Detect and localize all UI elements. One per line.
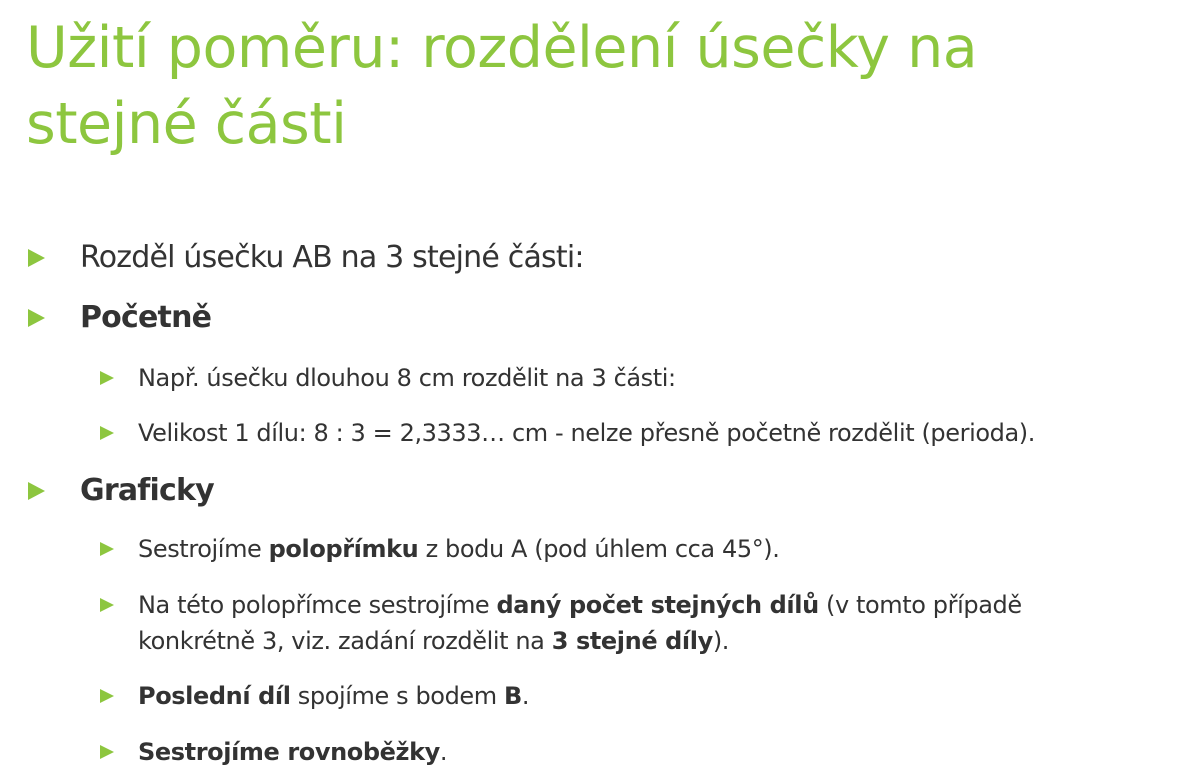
bullet-step-parts-line-2 bbox=[138, 622, 729, 660]
bullet-numerically: Početně bbox=[80, 300, 212, 335]
step-parallels-post: . bbox=[439, 738, 448, 766]
bullet-step-parts bbox=[138, 586, 1022, 624]
step-connect-bold: Poslední díl bbox=[138, 682, 291, 710]
bullet-step-parallels bbox=[138, 733, 447, 771]
slide-title-line-1: Užití poměru: rozdělení úsečky na bbox=[26, 15, 978, 81]
bullet-step-connect bbox=[138, 677, 529, 715]
step-parallels-bold: Sestrojíme rovnoběžky bbox=[138, 738, 440, 766]
step-ray-bold: polopřímku bbox=[268, 535, 419, 563]
triangle-bullet-icon bbox=[28, 249, 45, 267]
triangle-bullet-icon bbox=[28, 482, 45, 500]
step-parts-post: (v tomto případě bbox=[818, 591, 1022, 619]
triangle-bullet-icon bbox=[28, 309, 45, 327]
step-parts-line2-post: ). bbox=[712, 627, 730, 655]
step-connect-point-b: B bbox=[503, 682, 522, 710]
step-connect-mid: spojíme s bodem bbox=[290, 682, 504, 710]
step-parts-line2-bold: 3 stejné díly bbox=[551, 627, 713, 655]
bullet-task: Rozděl úsečku AB na 3 stejné části: bbox=[80, 240, 584, 275]
step-connect-post: . bbox=[521, 682, 530, 710]
step-parts-pre: Na této polopřímce sestrojíme bbox=[138, 591, 497, 619]
triangle-bullet-icon bbox=[100, 542, 114, 556]
bullet-part-size: Velikost 1 dílu: 8 : 3 = 2,3333… cm - nelze přesně početně rozdělit (perioda). bbox=[138, 419, 1035, 447]
step-ray-pre: Sestrojíme bbox=[138, 535, 269, 563]
bullet-example: Např. úsečku dlouhou 8 cm rozdělit na 3 části: bbox=[138, 364, 676, 392]
triangle-bullet-icon bbox=[100, 598, 114, 612]
step-ray-post: z bodu A (pod úhlem cca 45°). bbox=[418, 535, 780, 563]
triangle-bullet-icon bbox=[100, 689, 114, 703]
bullet-graphically: Graficky bbox=[80, 473, 214, 508]
slide-title-line-2: stejné části bbox=[26, 91, 347, 157]
step-parts-line2-pre: konkrétně 3, viz. zadání rozdělit na bbox=[138, 627, 552, 655]
slide-title bbox=[26, 10, 1186, 162]
step-parts-bold: daný počet stejných dílů bbox=[496, 591, 819, 619]
triangle-bullet-icon bbox=[100, 426, 114, 440]
triangle-bullet-icon bbox=[100, 371, 114, 385]
triangle-bullet-icon bbox=[100, 745, 114, 759]
bullet-step-ray bbox=[138, 530, 780, 568]
